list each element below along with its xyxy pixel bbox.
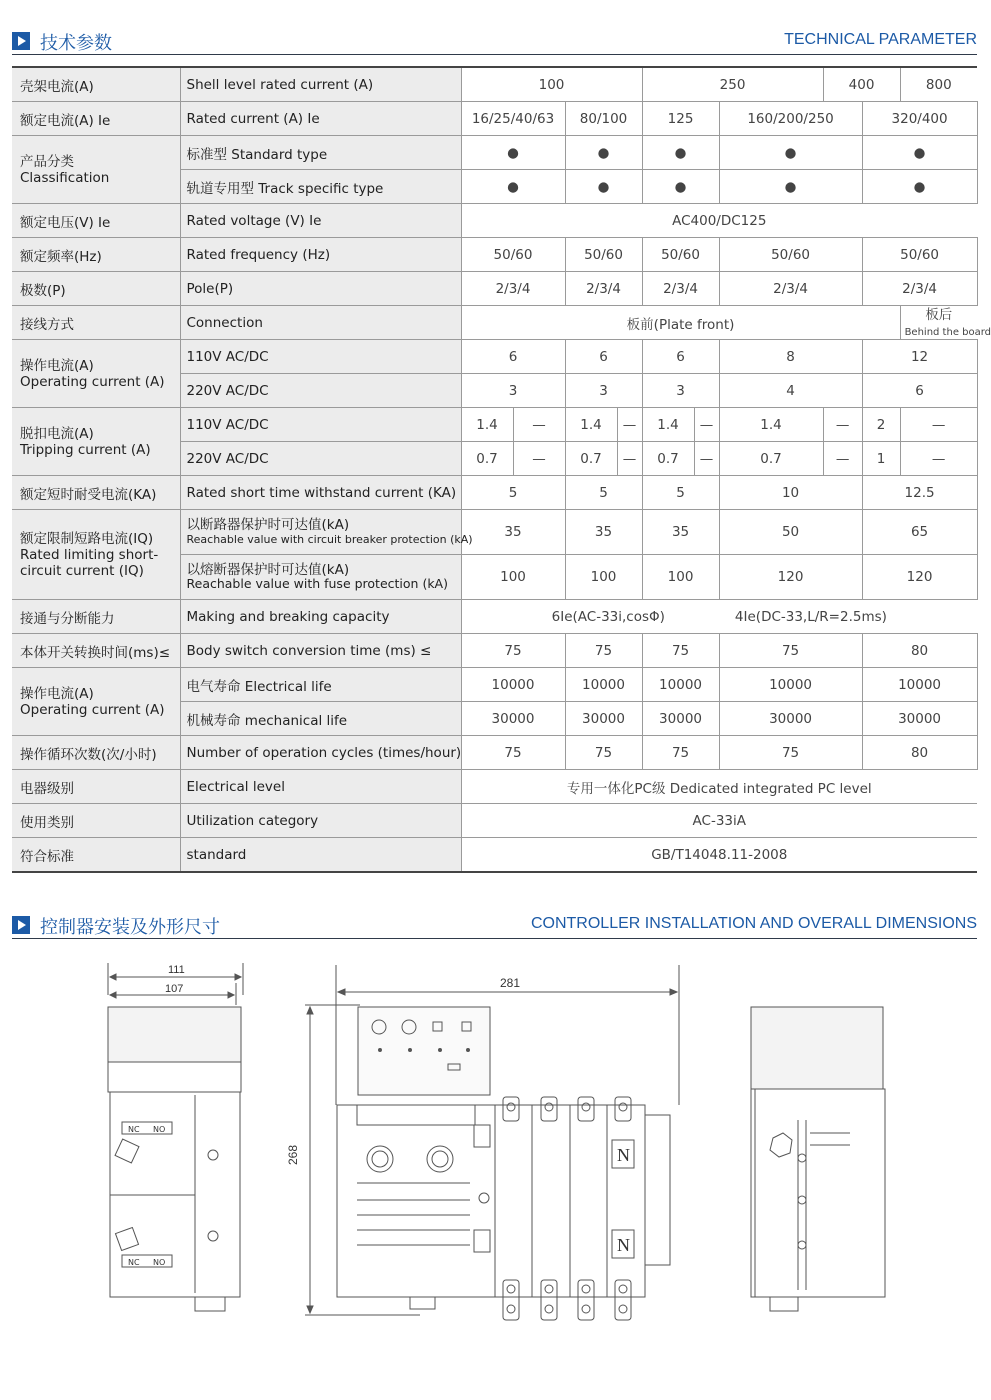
row-label-en: Connection xyxy=(180,306,461,340)
table-row xyxy=(12,600,977,634)
dash-cell: — xyxy=(694,408,719,442)
screw-icon xyxy=(208,1231,218,1241)
row-label-en: Pole(P) xyxy=(180,272,461,306)
cell: 3 xyxy=(642,374,719,408)
cell: 30000 xyxy=(719,702,862,736)
cell: 2/3/4 xyxy=(461,272,565,306)
cell: 65 xyxy=(862,510,977,555)
cell: 800 xyxy=(900,67,977,102)
row-label-cn: 额定限制短路电流(IQ) xyxy=(20,530,154,547)
dot-cell: ● xyxy=(862,170,977,204)
cover-band xyxy=(108,1062,241,1092)
bolt-icon xyxy=(582,1305,590,1313)
cell: 120 xyxy=(719,555,862,600)
cell: 10000 xyxy=(565,668,642,702)
edge-strip xyxy=(751,1089,755,1297)
cam-icon xyxy=(115,1227,138,1250)
dim-label-268: 268 xyxy=(286,1144,300,1165)
row-sublabel: 220V AC/DC xyxy=(180,374,461,408)
row-label-cn: 壳架电流(A) xyxy=(12,67,180,102)
cell: 0.7 xyxy=(719,442,823,476)
front-view xyxy=(286,965,679,1320)
cell: 50/60 xyxy=(461,238,565,272)
cell: 6 xyxy=(461,340,565,374)
row-sublabel: 轨道专用型 Track specific type xyxy=(180,170,461,204)
row-label-cn: 操作电流(A) xyxy=(20,357,94,374)
table-row xyxy=(12,668,977,702)
technical-parameter-table xyxy=(12,66,991,873)
cell: 75 xyxy=(461,736,565,770)
cell: 35 xyxy=(461,510,565,555)
n-pole-label: N xyxy=(617,1145,630,1165)
terminal-top xyxy=(578,1097,594,1121)
dash-cell: — xyxy=(513,408,565,442)
row-label-en: Number of operation cycles (times/hour) xyxy=(180,736,461,770)
no-label: NO xyxy=(153,1258,166,1267)
row-label-en: Making and breaking capacity xyxy=(180,600,461,634)
cell: 5 xyxy=(642,476,719,510)
row-label-cn: 操作循环次数(次/小时) xyxy=(12,736,180,770)
table-row xyxy=(12,136,977,170)
dot-icon xyxy=(379,1049,382,1052)
base-foot xyxy=(770,1297,798,1311)
cell: 12 xyxy=(862,340,977,374)
cell: 4 xyxy=(719,374,862,408)
cell: 30000 xyxy=(565,702,642,736)
nc-label: NC xyxy=(128,1258,140,1267)
cell: 10000 xyxy=(461,668,565,702)
row-sublabel: 标准型 Standard type xyxy=(180,136,461,170)
dot-cell: ● xyxy=(642,170,719,204)
row-label-en: Classification xyxy=(20,169,110,186)
dot-cell: ● xyxy=(719,136,862,170)
row-label-en: Utilization category xyxy=(180,804,461,838)
bolt-icon xyxy=(582,1285,590,1293)
row-label-cn: 额定电流(A) Ie xyxy=(12,102,180,136)
cell: 100 xyxy=(461,67,642,102)
cell: 5 xyxy=(461,476,565,510)
row-sublabel xyxy=(180,555,461,600)
sublabel-en: Reachable value with circuit breaker protection (kA) xyxy=(186,532,473,546)
screw-icon xyxy=(208,1150,218,1160)
bolt-icon xyxy=(507,1305,515,1313)
section-title-en: CONTROLLER INSTALLATION AND OVERALL DIMENSIONS xyxy=(530,915,977,932)
cell: 16/25/40/63 xyxy=(461,102,565,136)
row-sublabel: 110V AC/DC xyxy=(180,408,461,442)
row-label-cn: 产品分类 xyxy=(20,153,74,170)
section-title-cn: 技术参数 xyxy=(40,33,112,54)
cell: GB/T14048.11-2008 xyxy=(461,838,977,873)
button-icon xyxy=(427,1146,453,1172)
row-label-cn: 额定电压(V) Ie xyxy=(12,204,180,238)
row-label-cn: 额定短时耐受电流(KA) xyxy=(12,476,180,510)
row-sublabel: 220V AC/DC xyxy=(180,442,461,476)
no-label: NO xyxy=(153,1125,166,1134)
bolt-icon xyxy=(582,1103,590,1111)
cell: 板前(Plate front) xyxy=(461,306,900,340)
side-view-right xyxy=(751,1007,885,1311)
row-label-cn: 脱扣电流(A) xyxy=(20,425,94,442)
play-square-icon xyxy=(12,32,30,50)
cell: 6 xyxy=(642,340,719,374)
cell: 50/60 xyxy=(565,238,642,272)
dot-cell: ● xyxy=(565,136,642,170)
cell: 1.4 xyxy=(565,408,617,442)
sublabel-cn: 以熔断器保护时可达值(kA) xyxy=(186,562,350,578)
cell-text: 4Ie(DC-33,L/R=2.5ms) xyxy=(734,608,887,625)
dot-cell: ● xyxy=(642,136,719,170)
cell: 75 xyxy=(719,736,862,770)
table-row xyxy=(12,634,977,668)
cell: 10000 xyxy=(642,668,719,702)
terminal-top xyxy=(541,1097,557,1121)
table-row xyxy=(12,510,977,555)
row-label-en: circuit current (IQ) xyxy=(20,562,144,579)
row-label-cn: 接通与分断能力 xyxy=(12,600,180,634)
cell: 75 xyxy=(565,634,642,668)
panel-header xyxy=(357,1105,475,1125)
cell: 10000 xyxy=(719,668,862,702)
row-sublabel: 机械寿命 mechanical life xyxy=(180,702,461,736)
play-square-icon xyxy=(12,916,30,934)
cell: 75 xyxy=(642,634,719,668)
bolt-icon xyxy=(545,1103,553,1111)
row-sublabel: 110V AC/DC xyxy=(180,340,461,374)
operating-panel xyxy=(337,1105,495,1297)
dot-icon xyxy=(439,1049,442,1052)
bolt-icon xyxy=(798,1241,806,1249)
cell: 30000 xyxy=(461,702,565,736)
cell: 100 xyxy=(642,555,719,600)
row-label-cn: 额定频率(Hz) xyxy=(12,238,180,272)
row-sublabel xyxy=(180,510,473,555)
cell: 2/3/4 xyxy=(862,272,977,306)
bolt-icon xyxy=(619,1285,627,1293)
row-label-en: Rated voltage (V) Ie xyxy=(180,204,461,238)
bolt-icon xyxy=(798,1154,806,1162)
bolt-icon xyxy=(545,1305,553,1313)
cell: 1.4 xyxy=(719,408,823,442)
cam-icon xyxy=(115,1139,139,1163)
table-row xyxy=(12,804,977,838)
row-label-cn: 电器级别 xyxy=(12,770,180,804)
table-row xyxy=(12,408,977,442)
row-label-cn: 接线方式 xyxy=(12,306,180,340)
table-row xyxy=(12,340,977,374)
dash-cell: — xyxy=(617,442,642,476)
cell: 100 xyxy=(565,555,642,600)
row-label-en: Operating current (A) xyxy=(20,373,165,390)
dot-icon xyxy=(409,1049,412,1052)
cell: 2/3/4 xyxy=(565,272,642,306)
body-outline xyxy=(755,1089,885,1297)
cell: 125 xyxy=(642,102,719,136)
nc-label: NC xyxy=(128,1125,140,1134)
dash-cell: — xyxy=(900,408,977,442)
button-icon xyxy=(372,1151,388,1167)
cell: 160/200/250 xyxy=(719,102,862,136)
row-label-en: Shell level rated current (A) xyxy=(180,67,461,102)
cell: 320/400 xyxy=(862,102,977,136)
cell: 100 xyxy=(461,555,565,600)
terminal-bottom xyxy=(541,1280,557,1320)
dim-label-107: 107 xyxy=(165,983,184,995)
sublabel-cn: 以断路器保护时可达值(kA) xyxy=(186,516,350,533)
cell: 75 xyxy=(461,634,565,668)
dot-cell: ● xyxy=(719,170,862,204)
dot-cell: ● xyxy=(461,136,565,170)
terminal-bottom xyxy=(578,1280,594,1320)
dot-cell: ● xyxy=(862,136,977,170)
bolt-icon xyxy=(545,1285,553,1293)
dash-cell: — xyxy=(823,408,862,442)
section-header-dimensions xyxy=(12,912,977,939)
n-pole-label: N xyxy=(617,1235,630,1255)
terminal-bottom xyxy=(615,1280,631,1320)
cell: 专用一体化PC级 Dedicated integrated PC level xyxy=(461,770,977,804)
cell: 0.7 xyxy=(642,442,694,476)
row-label-en: Body switch conversion time (ms) ≤ xyxy=(180,634,461,668)
row-label-en: Rated limiting short- xyxy=(20,546,159,563)
cell: 1 xyxy=(862,442,900,476)
table-row xyxy=(12,770,977,804)
table-row xyxy=(12,238,977,272)
button-icon xyxy=(367,1146,393,1172)
table-row xyxy=(12,272,977,306)
terminal-top xyxy=(615,1097,631,1121)
bolt-icon xyxy=(507,1285,515,1293)
side-mechanism xyxy=(645,1115,670,1265)
cell: 50 xyxy=(719,510,862,555)
cell: 80 xyxy=(862,634,977,668)
dash-cell: — xyxy=(694,442,719,476)
dot-cell: ● xyxy=(461,170,565,204)
cell: 6 xyxy=(862,374,977,408)
section-title-en: TECHNICAL PARAMETER xyxy=(784,31,977,48)
row-sublabel: 电气寿命 Electrical life xyxy=(180,668,461,702)
cell: 50/60 xyxy=(719,238,862,272)
row-label-en: Rated frequency (Hz) xyxy=(180,238,461,272)
row-label xyxy=(12,510,180,600)
cell: 2 xyxy=(862,408,900,442)
table-row xyxy=(12,736,977,770)
cell: 120 xyxy=(862,555,977,600)
section-header-technical xyxy=(12,28,977,55)
cell: 0.7 xyxy=(565,442,617,476)
cell: 0.7 xyxy=(461,442,513,476)
row-label-cn: 极数(P) xyxy=(12,272,180,306)
row-label-cn: 符合标准 xyxy=(12,838,180,873)
table-row xyxy=(12,204,977,238)
table-row xyxy=(12,67,977,102)
row-label-en: Rated current (A) Ie xyxy=(180,102,461,136)
cell: 80/100 xyxy=(565,102,642,136)
dash-cell: — xyxy=(823,442,862,476)
button-icon xyxy=(432,1151,448,1167)
row-label-en: Tripping current (A) xyxy=(20,441,151,458)
row-label xyxy=(12,340,180,408)
cell: AC400/DC125 xyxy=(461,204,977,238)
cell-text: Behind the board xyxy=(904,326,991,338)
table-row xyxy=(12,838,977,873)
dimension-drawings xyxy=(0,955,990,1335)
cell: 30000 xyxy=(862,702,977,736)
terminal-bottom xyxy=(503,1280,519,1320)
base-foot xyxy=(410,1297,435,1309)
row-label-cn: 操作电流(A) xyxy=(20,685,94,702)
screw-icon xyxy=(479,1193,489,1203)
bolt-icon xyxy=(619,1103,627,1111)
dash-cell: — xyxy=(513,442,565,476)
terminal-top xyxy=(503,1097,519,1121)
cell: 75 xyxy=(719,634,862,668)
cell: 1.4 xyxy=(642,408,694,442)
cell: 75 xyxy=(642,736,719,770)
cell-behind-board xyxy=(900,306,991,340)
cell: 400 xyxy=(823,67,900,102)
row-label-en: Operating current (A) xyxy=(20,701,165,718)
dash-cell: — xyxy=(617,408,642,442)
cell: 10 xyxy=(719,476,862,510)
off-label-bottom xyxy=(474,1230,490,1252)
table-row xyxy=(12,102,977,136)
cell: 80 xyxy=(862,736,977,770)
row-label-en: standard xyxy=(180,838,461,873)
dot-cell: ● xyxy=(565,170,642,204)
cell: 6 xyxy=(565,340,642,374)
side-view-left xyxy=(108,963,243,1311)
base-foot xyxy=(195,1297,225,1311)
bolt-icon xyxy=(507,1103,515,1111)
row-label xyxy=(12,668,180,736)
cell: 5 xyxy=(565,476,642,510)
bolt-icon xyxy=(619,1305,627,1313)
cell-text: 板后 xyxy=(925,306,953,323)
row-label xyxy=(12,136,180,204)
cell: 1.4 xyxy=(461,408,513,442)
bolt-icon xyxy=(798,1196,806,1204)
cell: 50/60 xyxy=(642,238,719,272)
cell-text: 6Ie(AC-33i,cosΦ) xyxy=(551,608,665,625)
on-label-top xyxy=(474,1125,490,1147)
cell: 10000 xyxy=(862,668,977,702)
sublabel-en: Reachable value with fuse protection (kA) xyxy=(186,576,448,591)
row-label-cn: 本体开关转换时间(ms)≤ xyxy=(12,634,180,668)
row-label xyxy=(12,408,180,476)
section-title-cn: 控制器安装及外形尺寸 xyxy=(40,917,220,938)
dash-cell: — xyxy=(900,442,977,476)
cell: AC-33iA xyxy=(461,804,977,838)
cell: 250 xyxy=(642,67,823,102)
row-label-en: Electrical level xyxy=(180,770,461,804)
cell: 2/3/4 xyxy=(719,272,862,306)
dim-label-111: 111 xyxy=(168,964,185,976)
table-row xyxy=(12,306,977,340)
dim-label-281: 281 xyxy=(500,976,521,990)
cell: 8 xyxy=(719,340,862,374)
cell: 30000 xyxy=(642,702,719,736)
cell xyxy=(461,600,977,634)
row-label-cn: 使用类别 xyxy=(12,804,180,838)
cell: 75 xyxy=(565,736,642,770)
dot-icon xyxy=(467,1049,470,1052)
cell: 50/60 xyxy=(862,238,977,272)
table-row xyxy=(12,476,977,510)
cell: 2/3/4 xyxy=(642,272,719,306)
cell: 3 xyxy=(565,374,642,408)
cell: 3 xyxy=(461,374,565,408)
cell: 35 xyxy=(565,510,642,555)
cell: 12.5 xyxy=(862,476,977,510)
cell: 35 xyxy=(642,510,719,555)
row-label-en: Rated short time withstand current (KA) xyxy=(180,476,461,510)
hex-handle-icon xyxy=(770,1133,792,1157)
top-cover xyxy=(751,1007,883,1089)
top-cover xyxy=(108,1007,241,1062)
